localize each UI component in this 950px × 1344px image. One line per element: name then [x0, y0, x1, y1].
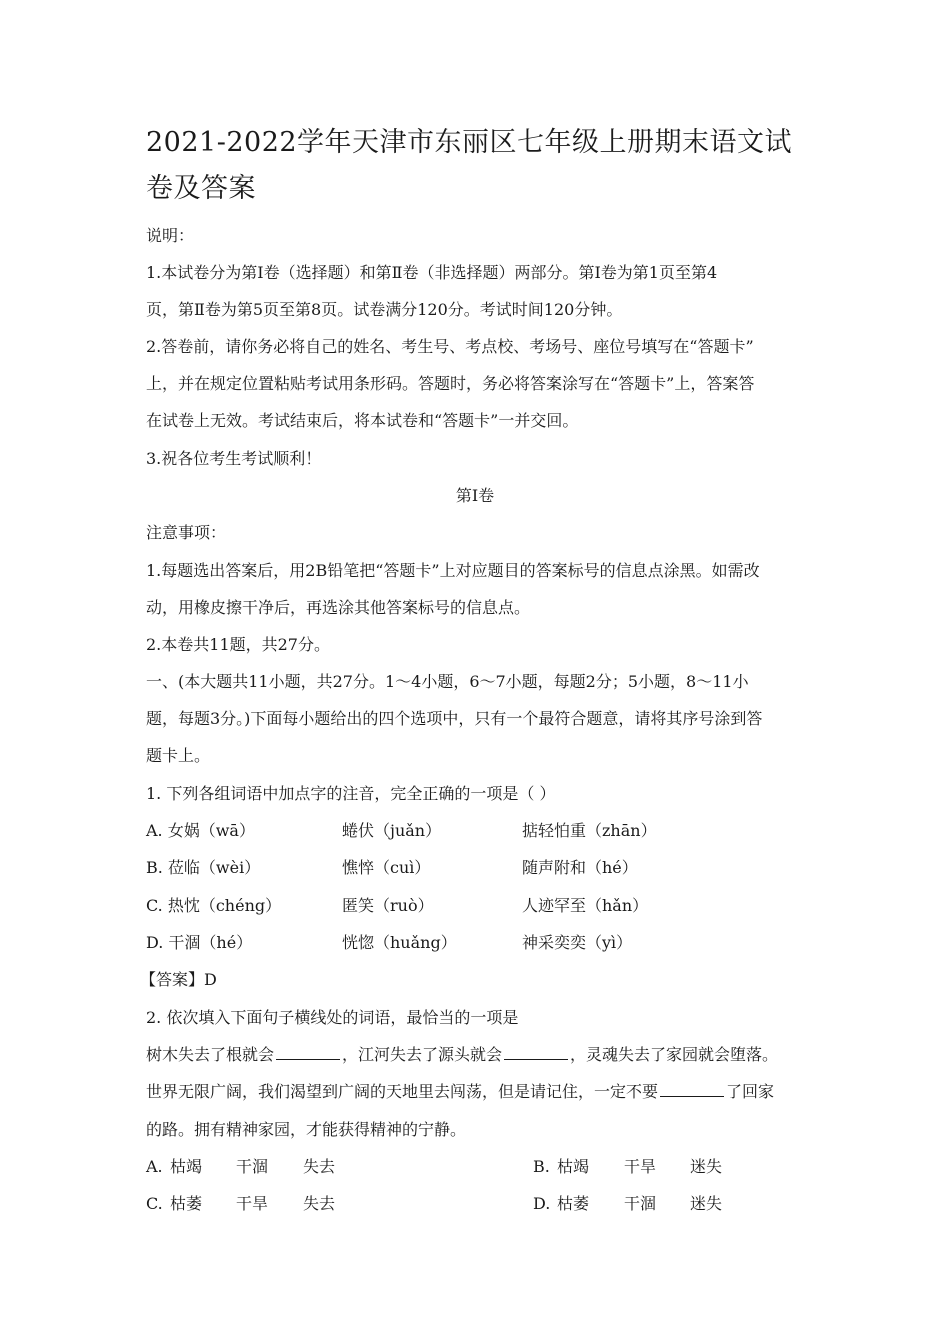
q1-option-c-2: 匿笑（ruò） — [342, 896, 434, 915]
section-heading: 第Ⅰ卷 — [455, 486, 495, 505]
q1-option-c-3: 人迹罕至（hǎn） — [522, 896, 649, 915]
q2-option-c-word1: 枯萎 — [170, 1194, 203, 1213]
q1-option-b-1: B. 莅临（wèi） — [146, 858, 261, 877]
fill-blank-2 — [504, 1045, 568, 1060]
q2-option-c-word2: 干旱 — [236, 1194, 269, 1213]
q1-answer: 【答案】D — [140, 970, 217, 989]
q1-option-d-2: 恍惚（huǎng） — [342, 933, 457, 952]
intro-item1-line2: 页，第Ⅱ卷为第5页至第8页。试卷满分120分。考试时间120分钟。 — [146, 300, 623, 319]
intro-item3: 3.祝各位考生考试顺利！ — [146, 449, 322, 468]
q2-option-a-word2: 干涸 — [236, 1157, 269, 1176]
q2-paragraph-line1 — [146, 1044, 816, 1066]
q2-text: 树木失去了根就会 — [146, 1045, 275, 1064]
note2: 2.本卷共11题，共27分。 — [146, 635, 330, 654]
fill-blank-3 — [660, 1082, 724, 1097]
q2-option-a-word1: 枯竭 — [170, 1157, 203, 1176]
part1-line1: 一、(本大题共11小题，共27分。1～4小题，6～7小题，每题2分；5小题，8～11小 — [146, 672, 749, 691]
q2-option-d-word2: 干涸 — [624, 1194, 657, 1213]
q2-option-c-label: C. — [146, 1194, 163, 1213]
q1-option-c-1: C. 热忱（chéng） — [146, 896, 282, 915]
q2-option-a-word3: 失去 — [303, 1157, 336, 1176]
q2-text: ，江河失去了源头就会 — [342, 1045, 503, 1064]
part1-line3: 题卡上。 — [146, 746, 211, 765]
q2-text: ，灵魂失去了家园就会堕落。 — [570, 1045, 779, 1064]
q2-text: 世界无限广阔，我们渴望到广阔的天地里去闯荡，但是请记住，一定不要 — [146, 1082, 659, 1101]
intro-label: 说明： — [146, 226, 195, 245]
note1-line1: 1.每题选出答案后，用2B铅笔把“答题卡”上对应题目的答案标号的信息点涂黑。如需改 — [146, 561, 760, 580]
q2-text: 了回家 — [726, 1082, 775, 1101]
q2-option-d-word1: 枯萎 — [557, 1194, 590, 1213]
exam-title: 2021-2022学年天津市东丽区七年级上册期末语文试卷及答案 — [146, 127, 793, 204]
intro-item2-line2: 上，并在规定位置粘贴考试用条形码。答题时，务必将答案涂写在“答题卡”上，答案答 — [146, 374, 755, 393]
part1-line2: 题，每题3分。)下面每小题给出的四个选项中，只有一个最符合题意，请将其序号涂到答 — [146, 709, 763, 728]
q1-option-d-3: 神采奕奕（yì） — [522, 933, 633, 952]
q1-stem: 1. 下列各组词语中加点字的注音，完全正确的一项是（ ） — [146, 784, 556, 803]
q2-option-b-word1: 枯竭 — [557, 1157, 590, 1176]
intro-item1-line1: 1.本试卷分为第Ⅰ卷（选择题）和第Ⅱ卷（非选择题）两部分。第Ⅰ卷为第1页至第4 — [146, 263, 718, 282]
q1-option-b-2: 憔悴（cuì） — [342, 858, 431, 877]
note1-line2: 动，用橡皮擦干净后，再选涂其他答案标号的信息点。 — [146, 598, 531, 617]
q1-option-b-3: 随声附和（hé） — [522, 858, 638, 877]
q2-option-d-word3: 迷失 — [690, 1194, 723, 1213]
q1-option-a-2: 蜷伏（juǎn） — [342, 821, 442, 840]
q2-option-b-label: B. — [533, 1157, 550, 1176]
q2-option-b-word3: 迷失 — [690, 1157, 723, 1176]
q2-option-a-label: A. — [146, 1157, 163, 1176]
notes-label: 注意事项： — [146, 523, 227, 542]
q1-option-a-1: A. 女娲（wā） — [146, 821, 255, 840]
q2-paragraph-line2 — [146, 1081, 816, 1103]
q1-option-d-1: D. 干涸（hé） — [146, 933, 253, 952]
q2-stem: 2. 依次填入下面句子横线处的词语，最恰当的一项是 — [146, 1008, 519, 1027]
q2-option-d-label: D. — [533, 1194, 551, 1213]
q2-paragraph-line3: 的路。拥有精神家园，才能获得精神的宁静。 — [146, 1120, 467, 1139]
fill-blank-1 — [276, 1045, 340, 1060]
intro-item2-line3: 在试卷上无效。考试结束后，将本试卷和“答题卡”一并交回。 — [146, 411, 579, 430]
intro-item2-line1: 2.答卷前，请你务必将自己的姓名、考生号、考点校、考场号、座位号填写在“答题卡” — [146, 337, 754, 356]
q1-option-a-3: 掂轻怕重（zhān） — [522, 821, 657, 840]
q2-option-b-word2: 干旱 — [624, 1157, 657, 1176]
q2-option-c-word3: 失去 — [303, 1194, 336, 1213]
